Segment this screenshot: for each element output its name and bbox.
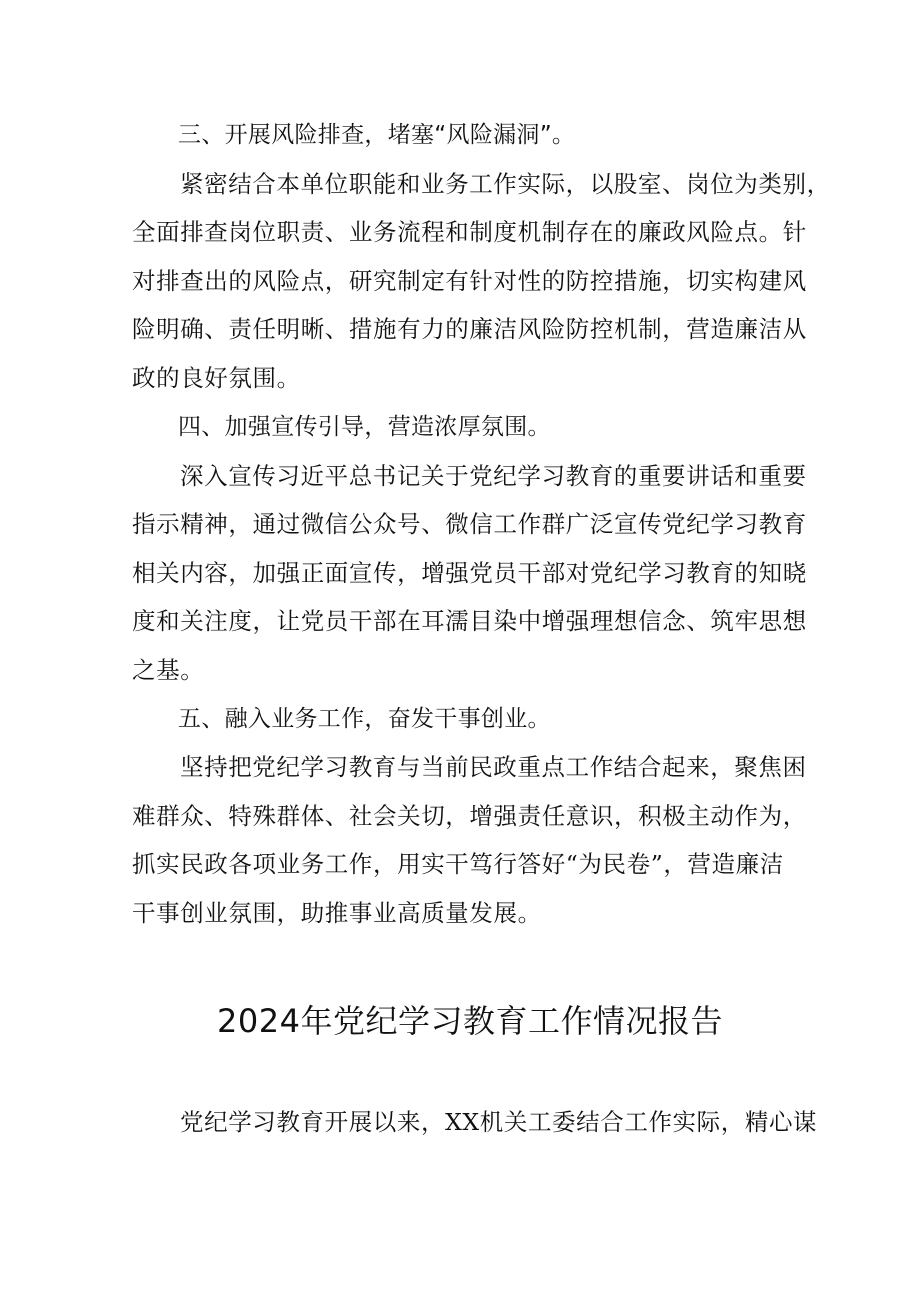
- section-3-line-3: 对排查出的风险点，研究制定有针对性的防控措施，切实构建风: [132, 267, 807, 295]
- section-4-line-5: 之基。: [132, 656, 205, 684]
- section-5-line-4: 干事创业氛围，助推事业高质量发展。: [132, 899, 542, 927]
- section-3-line-1: 紧密结合本单位职能和业务工作实际，以股室、岗位为类别，: [180, 170, 831, 198]
- section-3-line-4: 险明确、责任明晰、措施有力的廉洁风险防控机制，营造廉洁从: [132, 315, 807, 343]
- section-4-line-1: 深入宣传习近平总书记关于党纪学习教育的重要讲话和重要: [180, 462, 807, 490]
- section-4-heading: 四、加强宣传引导，营造浓厚氛围。: [178, 414, 551, 440]
- report-first-line: 党纪学习教育开展以来，XX机关工委结合工作实际，精心谋: [180, 1108, 818, 1136]
- section-3-line-2: 全面排查岗位职责、业务流程和制度机制存在的廉政风险点。针: [132, 218, 807, 246]
- section-3-line-5: 政的良好氛围。: [132, 364, 301, 392]
- section-5-line-2: 难群众、特殊群体、社会关切，增强责任意识，积极主动作为，: [132, 802, 807, 830]
- section-5-line-1: 坚持把党纪学习教育与当前民政重点工作结合起来，聚焦困: [180, 753, 807, 781]
- report-title: 2024年党纪学习教育工作情况报告: [217, 1002, 723, 1040]
- section-4-line-4: 度和关注度，让党员干部在耳濡目染中增强理想信念、筑牢思想: [132, 607, 807, 635]
- section-5-heading: 五、融入业务工作，奋发干事创业。: [178, 706, 551, 732]
- section-4-line-3: 相关内容，加强正面宣传，增强党员干部对党纪学习教育的知晓: [132, 559, 807, 587]
- section-3-heading: 三、开展风险排查，堵塞“风险漏洞”。: [178, 122, 576, 148]
- section-5-line-3: 抓实民政各项业务工作，用实干笃行答好“为民卷”，营造廉洁: [132, 850, 784, 878]
- section-4-line-2: 指示精神，通过微信公众号、微信工作群广泛宣传党纪学习教育: [132, 510, 807, 538]
